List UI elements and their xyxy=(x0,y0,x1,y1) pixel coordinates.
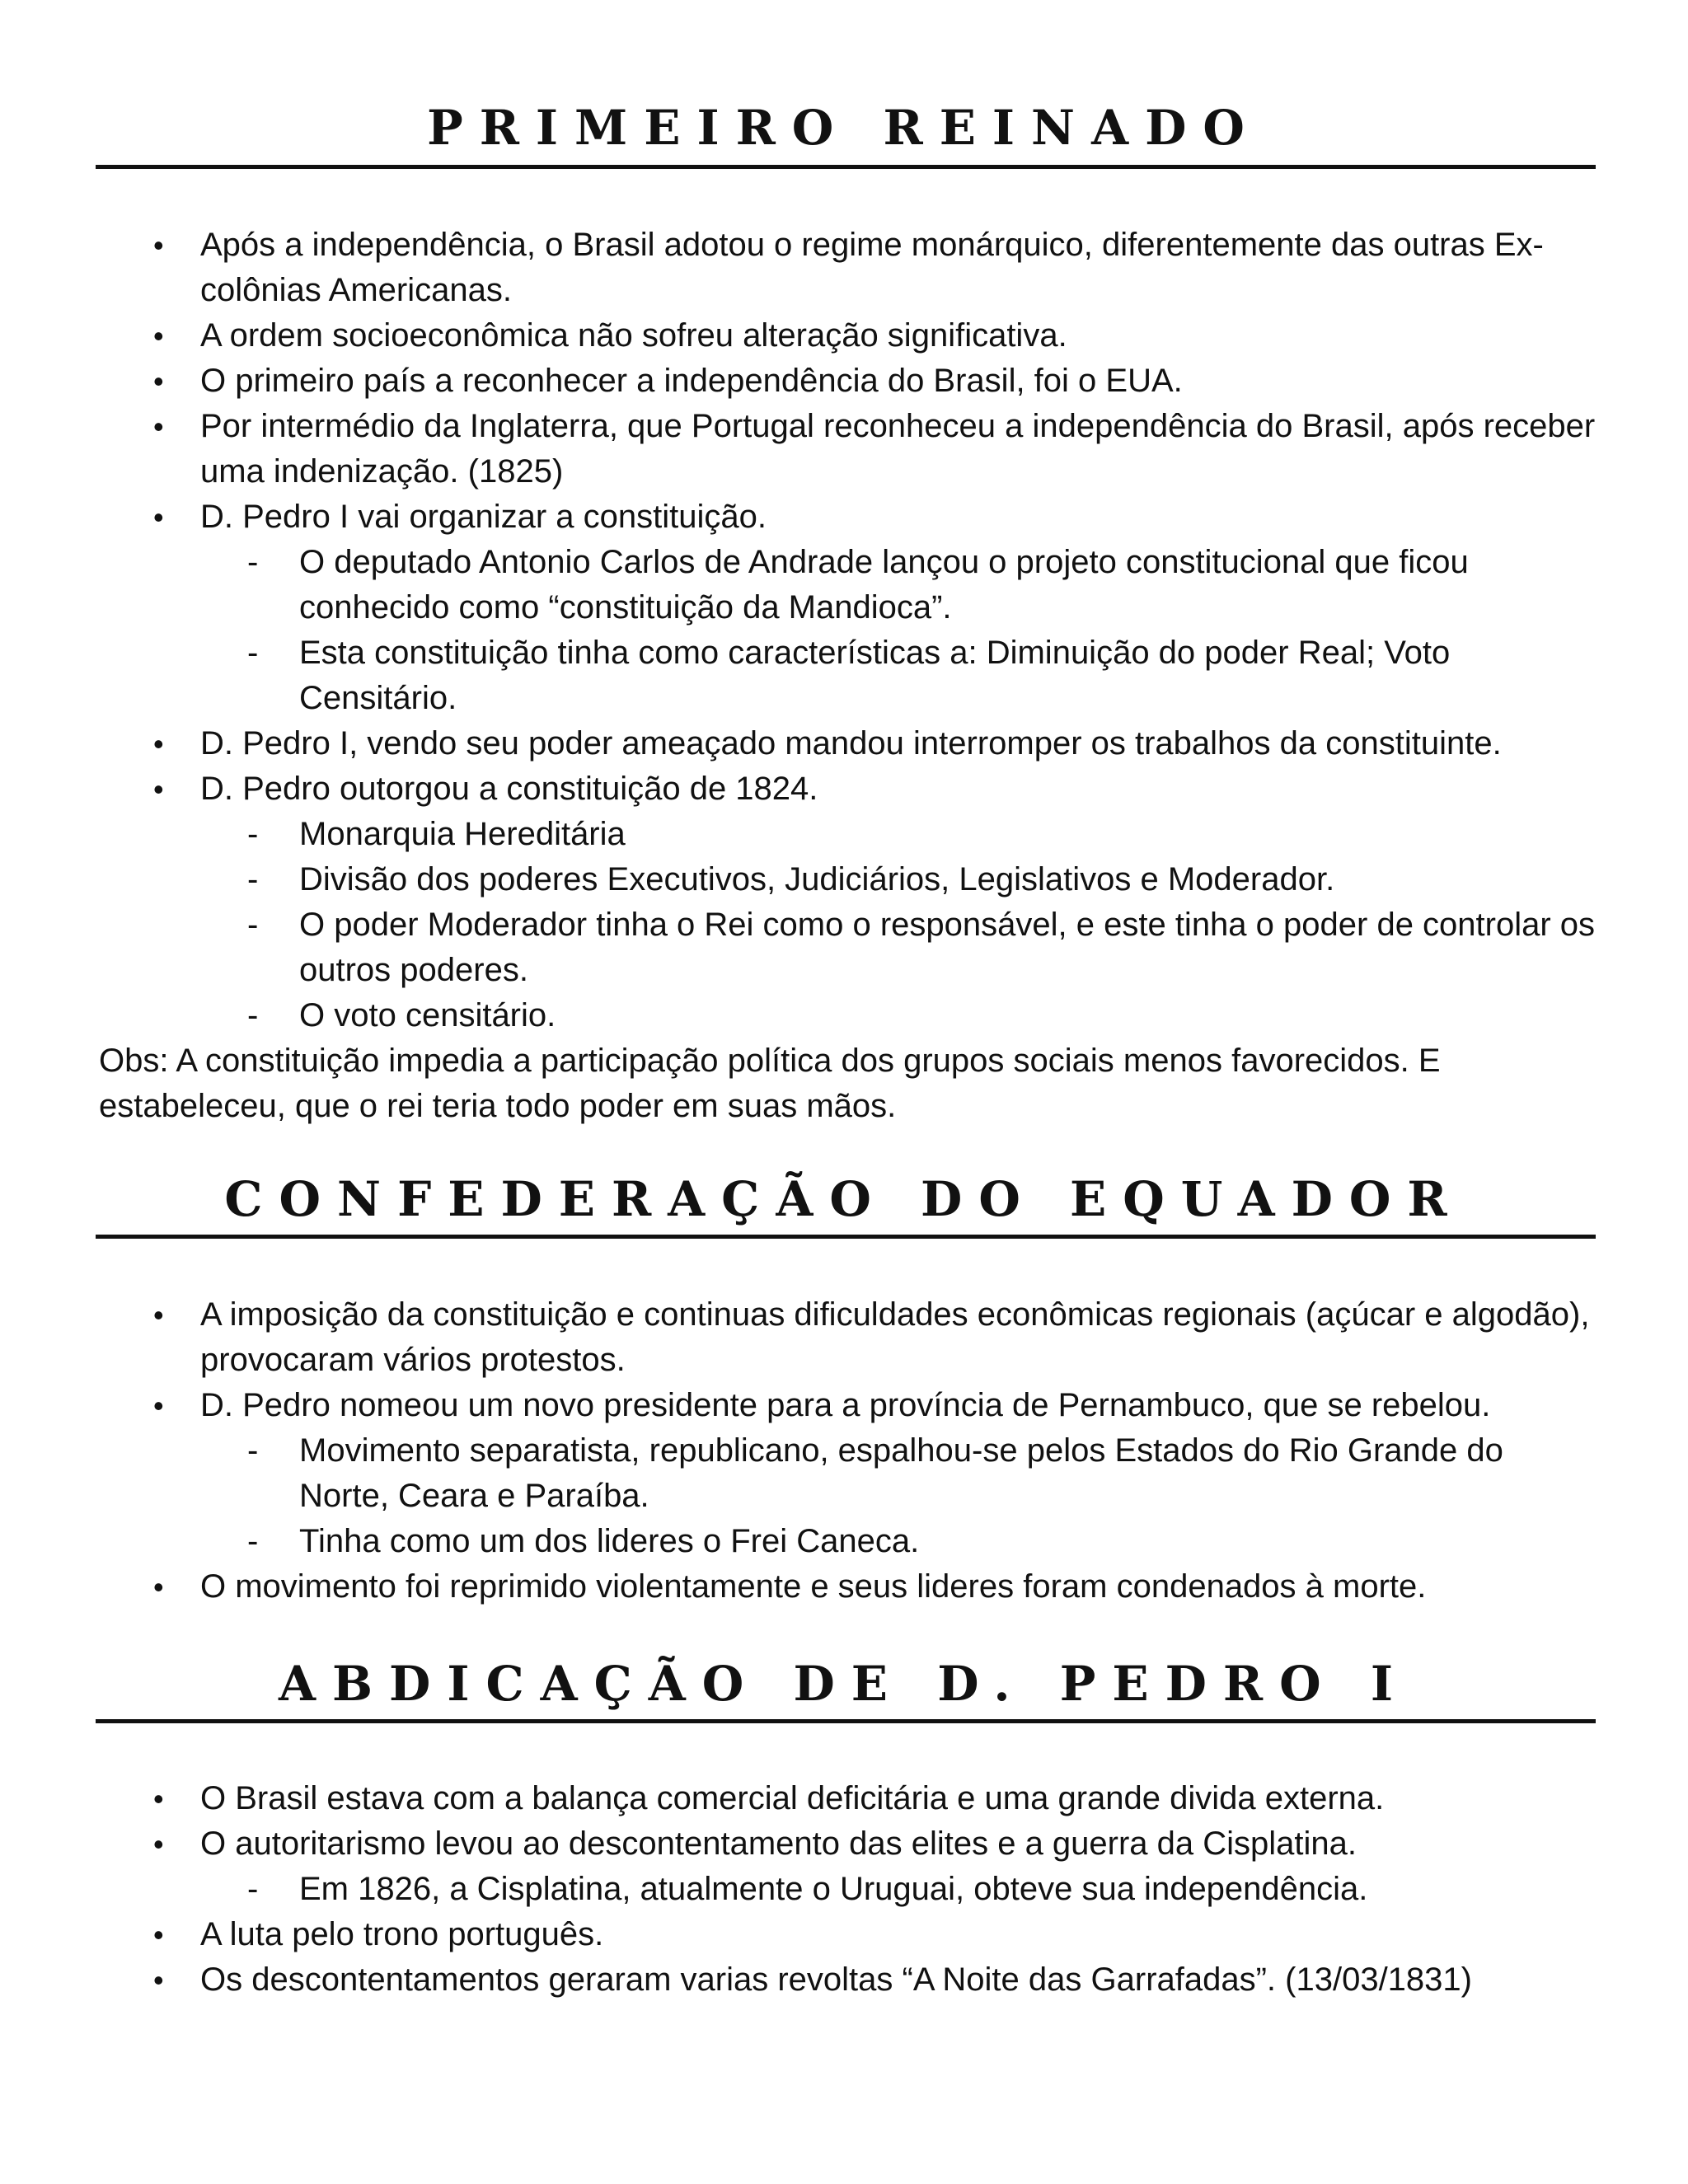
sub-list-item: - Tinha como um dos lideres o Frei Caneca. xyxy=(0,1519,1688,1564)
sub-list-item: - O voto censitário. xyxy=(0,993,1688,1038)
dash-marker: - xyxy=(247,544,259,580)
sub-list-item: - O poder Moderador tinha o Rei como o responsável, e este tinha o poder de controlar os outros poderes. xyxy=(0,902,1688,993)
sub-list-item: - Divisão dos poderes Executivos, Judiciários, Legislativos e Moderador. xyxy=(0,857,1688,902)
list-item: • D. Pedro I, vendo seu poder ameaçado mandou interromper os trabalhos da constituinte. xyxy=(0,721,1688,766)
bullet-marker: • xyxy=(153,1827,164,1861)
sub-list-item: - Em 1826, a Cisplatina, atualmente o Uruguai, obteve sua independência. xyxy=(0,1867,1688,1912)
sub-list-item: - Movimento separatista, republicano, espalhou-se pelos Estados do Rio Grande do Norte, Ceara e Paraíba. xyxy=(0,1428,1688,1519)
sub-list-item: - Monarquia Hereditária xyxy=(0,812,1688,857)
section-divider xyxy=(96,1719,1596,1723)
bullet-marker: • xyxy=(153,1298,164,1332)
section-divider xyxy=(96,165,1596,169)
list-item: • O movimento foi reprimido violentamente e seus lideres foram condenados à morte. xyxy=(0,1564,1688,1610)
section-title-primeiro-reinado: PRIMEIRO REINADO xyxy=(427,100,1261,156)
dash-marker: - xyxy=(247,997,259,1033)
section-divider xyxy=(96,1235,1596,1239)
list-item: • Após a independência, o Brasil adotou o regime monárquico, diferentemente das outras Ex-colônias Americanas. xyxy=(0,223,1688,313)
list-item: • D. Pedro nomeou um novo presidente para a província de Pernambuco, que se rebelou. xyxy=(0,1383,1688,1428)
list-item: • D. Pedro I vai organizar a constituição. xyxy=(0,494,1688,540)
sub-list-item: - O deputado Antonio Carlos de Andrade lançou o projeto constitucional que ficou conhecido como “constituição da Mandioca”. xyxy=(0,540,1688,630)
bullet-marker: • xyxy=(153,1782,164,1816)
dash-marker: - xyxy=(247,635,259,671)
list-item: • O autoritarismo levou ao descontentamento das elites e a guerra da Cisplatina. xyxy=(0,1821,1688,1867)
bullet-marker: • xyxy=(153,1570,164,1604)
list-item: • Por intermédio da Inglaterra, que Portugal reconheceu a independência do Brasil, após receber uma indenização. (1825) xyxy=(0,404,1688,494)
sub-list-item: - Esta constituição tinha como características a: Diminuição do poder Real; Voto Censitário. xyxy=(0,630,1688,721)
bullet-marker: • xyxy=(153,410,164,443)
bullet-marker: • xyxy=(153,1963,164,1997)
bullet-marker: • xyxy=(153,1389,164,1422)
section-title-abdicacao-de-d-pedro-i: ABDICAÇÃO DE D. PEDRO I xyxy=(279,1656,1409,1712)
bullet-marker: • xyxy=(153,500,164,534)
dash-marker: - xyxy=(247,816,259,852)
bullet-marker: • xyxy=(153,228,164,262)
section-list-confederacao-do-equador xyxy=(0,1292,1688,1610)
dash-marker: - xyxy=(247,861,259,898)
dash-marker: - xyxy=(247,1523,259,1559)
bullet-marker: • xyxy=(153,772,164,806)
list-item: • D. Pedro outorgou a constituição de 1824. xyxy=(0,766,1688,812)
bullet-marker: • xyxy=(153,319,164,353)
dash-marker: - xyxy=(247,1432,259,1469)
list-item: • O Brasil estava com a balança comercial deficitária e uma grande divida externa. xyxy=(0,1776,1688,1821)
section-list-primeiro-reinado xyxy=(0,223,1688,1129)
bullet-marker: • xyxy=(153,1918,164,1952)
dash-marker: - xyxy=(247,1871,259,1907)
bullet-marker: • xyxy=(153,364,164,398)
list-item: • A ordem socioeconômica não sofreu alteração significativa. xyxy=(0,313,1688,359)
list-item: • O primeiro país a reconhecer a independência do Brasil, foi o EUA. xyxy=(0,359,1688,404)
dash-marker: - xyxy=(247,907,259,943)
section-list-abdicacao xyxy=(0,1776,1688,2003)
list-item: • A luta pelo trono português. xyxy=(0,1912,1688,1957)
bullet-marker: • xyxy=(153,727,164,761)
list-item: • A imposição da constituição e continuas dificuldades econômicas regionais (açúcar e algodão), provocaram vários protestos. xyxy=(0,1292,1688,1383)
section-title-confederacao-do-equador: CONFEDERAÇÃO DO EQUADOR xyxy=(224,1171,1464,1227)
list-item: • Os descontentamentos geraram varias revoltas “A Noite das Garrafadas”. (13/03/1831) xyxy=(0,1957,1688,2003)
observation-note: Obs: A constituição impedia a participação política dos grupos sociais menos favorecidos. E estabeleceu, que o rei teria todo poder em suas mãos. xyxy=(99,1043,1441,1124)
